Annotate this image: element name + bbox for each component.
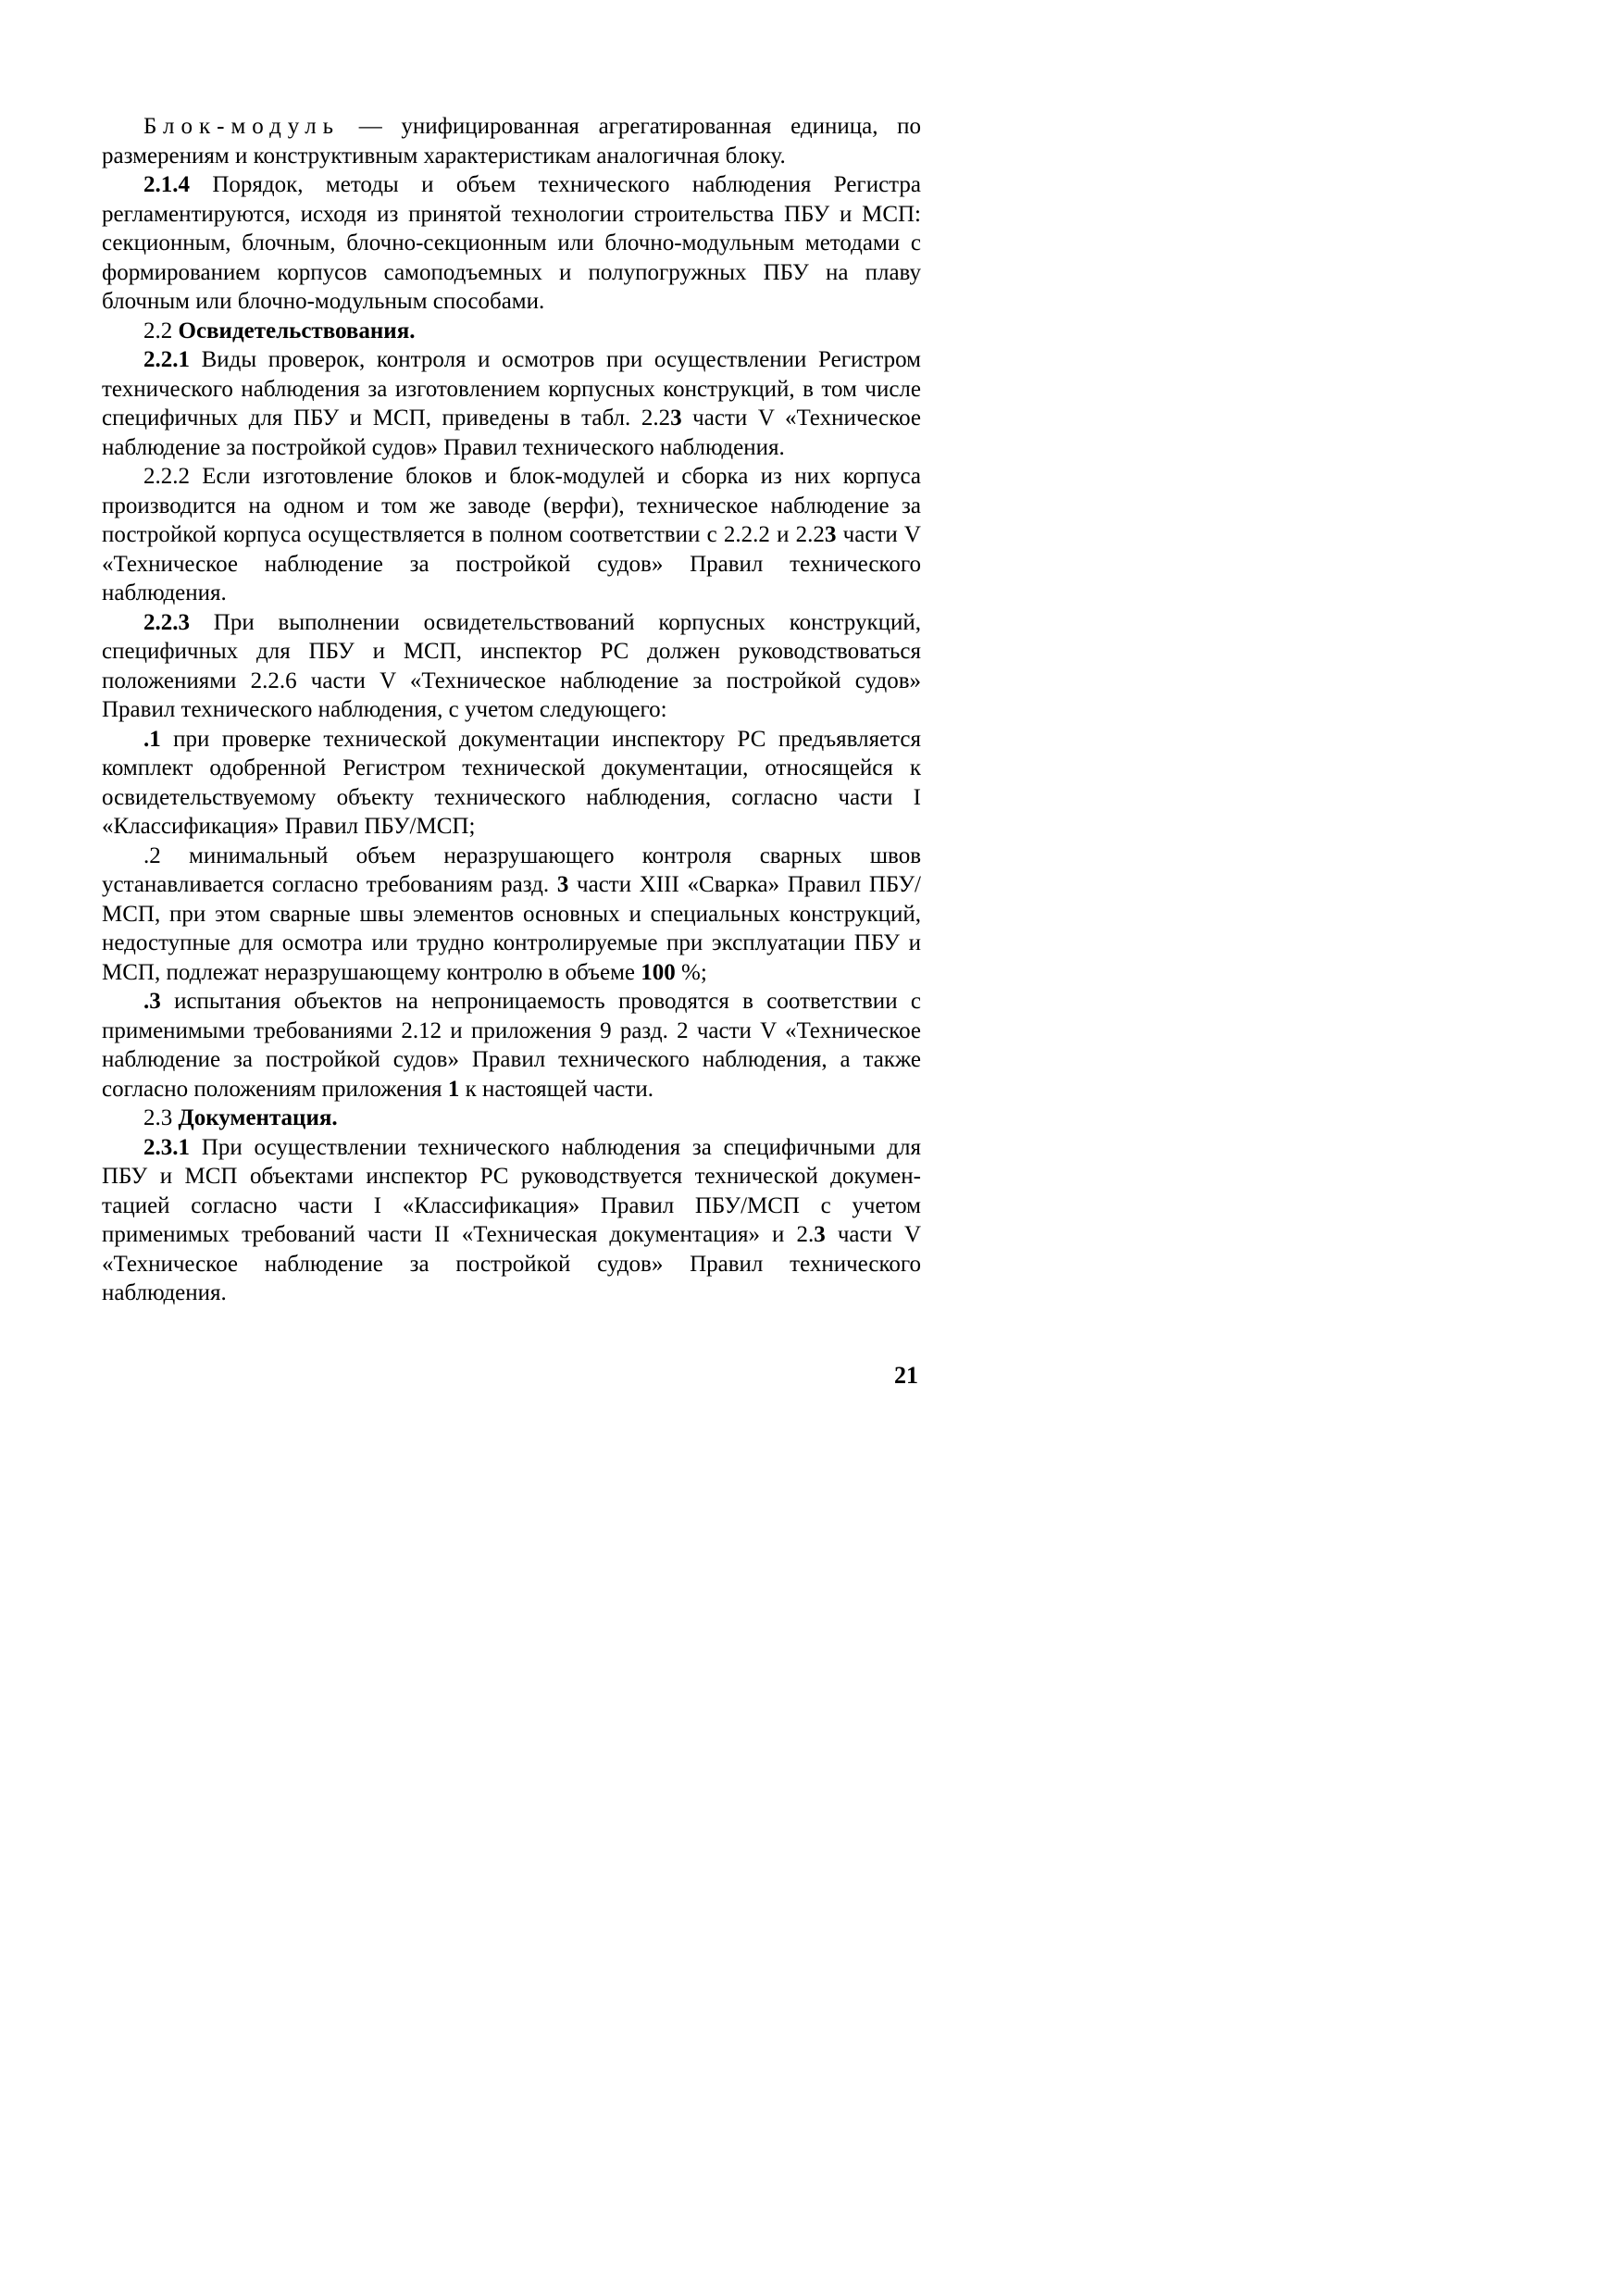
list-item-1 [102, 725, 921, 842]
reference-number: 3 [814, 1222, 826, 1247]
list-item-2 [102, 842, 921, 988]
paragraph-text: части V «Техническое наблюдение за постройкой судов» Правил технического наблюдения. [102, 406, 921, 460]
section-number: 2.2 [143, 318, 173, 343]
clause-number: 2.2.1 [143, 347, 190, 372]
item-number: .2 [143, 842, 161, 868]
item-text: минимальный объем неразрушающего контроля сварных швов устанавливается согласно требованиям разд. [102, 842, 921, 897]
term-block-module: Блок-модуль [143, 114, 341, 139]
item-text: при проверке технической документации инспектору РС предъявляется комплект одобренной Регистром технической документации, относящейся к освидетельствуемому объекту технического наблюдения, согласно части I «Классификация» Правил ПБУ/МСП; [102, 726, 921, 839]
item-text: %; [675, 959, 707, 985]
section-title: Освидетельствования. [178, 318, 416, 343]
page-number: 21 [894, 1362, 918, 1389]
paragraph-text: — унифицированная агрегатированная единица, по размерениям и конструктивным характеристикам аналогичная блоку. [102, 114, 921, 168]
paragraph-text: При осуществлении технического наблюдения за специфичными для ПБУ и МСП объектами инспектор РС руководствуется технической документацией согласно части I «Классификация» Правил ПБУ/МСП с учетом применимых требований части II «Техническая документация» и 2. [102, 1134, 921, 1247]
section-heading-2-2 [102, 317, 921, 346]
clause-number: 2.3.1 [143, 1134, 190, 1160]
section-title: Документация. [178, 1105, 338, 1130]
paragraph-text: части V «Техническое наблюдение за постройкой судов» Правил технического наблюдения. [102, 522, 921, 605]
reference-number: 3 [670, 406, 682, 430]
item-text: испытания объектов на непроницаемость проводятся в соответствии с применимыми требованиями 2.12 и приложения 9 разд. 2 части V «Техническое наблюдение за постройкой судов» Правил технического наблюдения, а также согласно положениям приложения [102, 989, 921, 1102]
document-page [0, 0, 1018, 1445]
item-text: к настоящей части. [459, 1076, 653, 1102]
paragraph-text: Виды проверок, контроля и осмотров при осуществлении Регистром технического наблюдения за изготовлением корпусных конструкций, в том числе специфичных для ПБУ и МСП, приведены в табл. 2.2 [102, 347, 921, 430]
paragraph-text: Если изготовление блоков и блок-модулей и сборка из них корпуса производится на одном и том же заводе (верфи), техническое наблюдение за постройкой корпуса осуществляется в полном соответствии с 2.2.2 и 2.2 [102, 464, 921, 547]
reference-number: 3 [824, 522, 837, 547]
paragraph-2-2-3 [102, 608, 921, 725]
percent-value: 100 [641, 959, 676, 985]
clause-number: 2.2.3 [143, 609, 190, 635]
paragraph-block-module [102, 112, 921, 170]
section-heading-2-3 [102, 1104, 921, 1133]
paragraph-text: При выполнении освидетельствований корпусных конструкций, специфичных для ПБУ и МСП, инспектор РС должен руководствоваться положениями 2.2.6 части V «Техническое наблюдение за постройкой судов» Правил технического наблюдения, с учетом следующего: [102, 609, 921, 722]
reference-number: 1 [447, 1076, 460, 1102]
paragraph-text: Порядок, методы и объем технического наблюдения Регистра регламентируются, исходя из принятой технологии строительства ПБУ и МСП: секционным, блочным, блочно-секционным или блочно-модульным методами с формированием корпусов самоподъемных и полупогружных ПБУ на плаву блочным или блочно-модульным способами. [102, 172, 921, 314]
item-number: .1 [143, 726, 161, 752]
paragraph-text: части V «Техническое наблюдение за постройкой судов» Правил технического наблюдения. [102, 1222, 921, 1305]
clause-number: 2.1.4 [143, 172, 190, 197]
item-text: части XIII «Сварка» Правил ПБУ/МСП, при этом сварные швы элементов основных и специальных конструкций, недоступные для осмотра или трудно контролируемые при эксплуатации ПБУ и МСП, подлежат неразрушающему контролю в объеме [102, 872, 922, 985]
list-item-3 [102, 987, 921, 1104]
paragraph-2-3-1 [102, 1133, 921, 1308]
item-number: .3 [143, 989, 161, 1014]
paragraph-2-1-4 [102, 170, 921, 317]
clause-number: 2.2.2 [143, 464, 190, 489]
paragraph-2-2-1 [102, 345, 921, 462]
reference-number: 3 [556, 872, 569, 897]
section-number: 2.3 [143, 1105, 173, 1130]
paragraph-2-2-2 [102, 462, 921, 608]
body-text [102, 112, 921, 1308]
